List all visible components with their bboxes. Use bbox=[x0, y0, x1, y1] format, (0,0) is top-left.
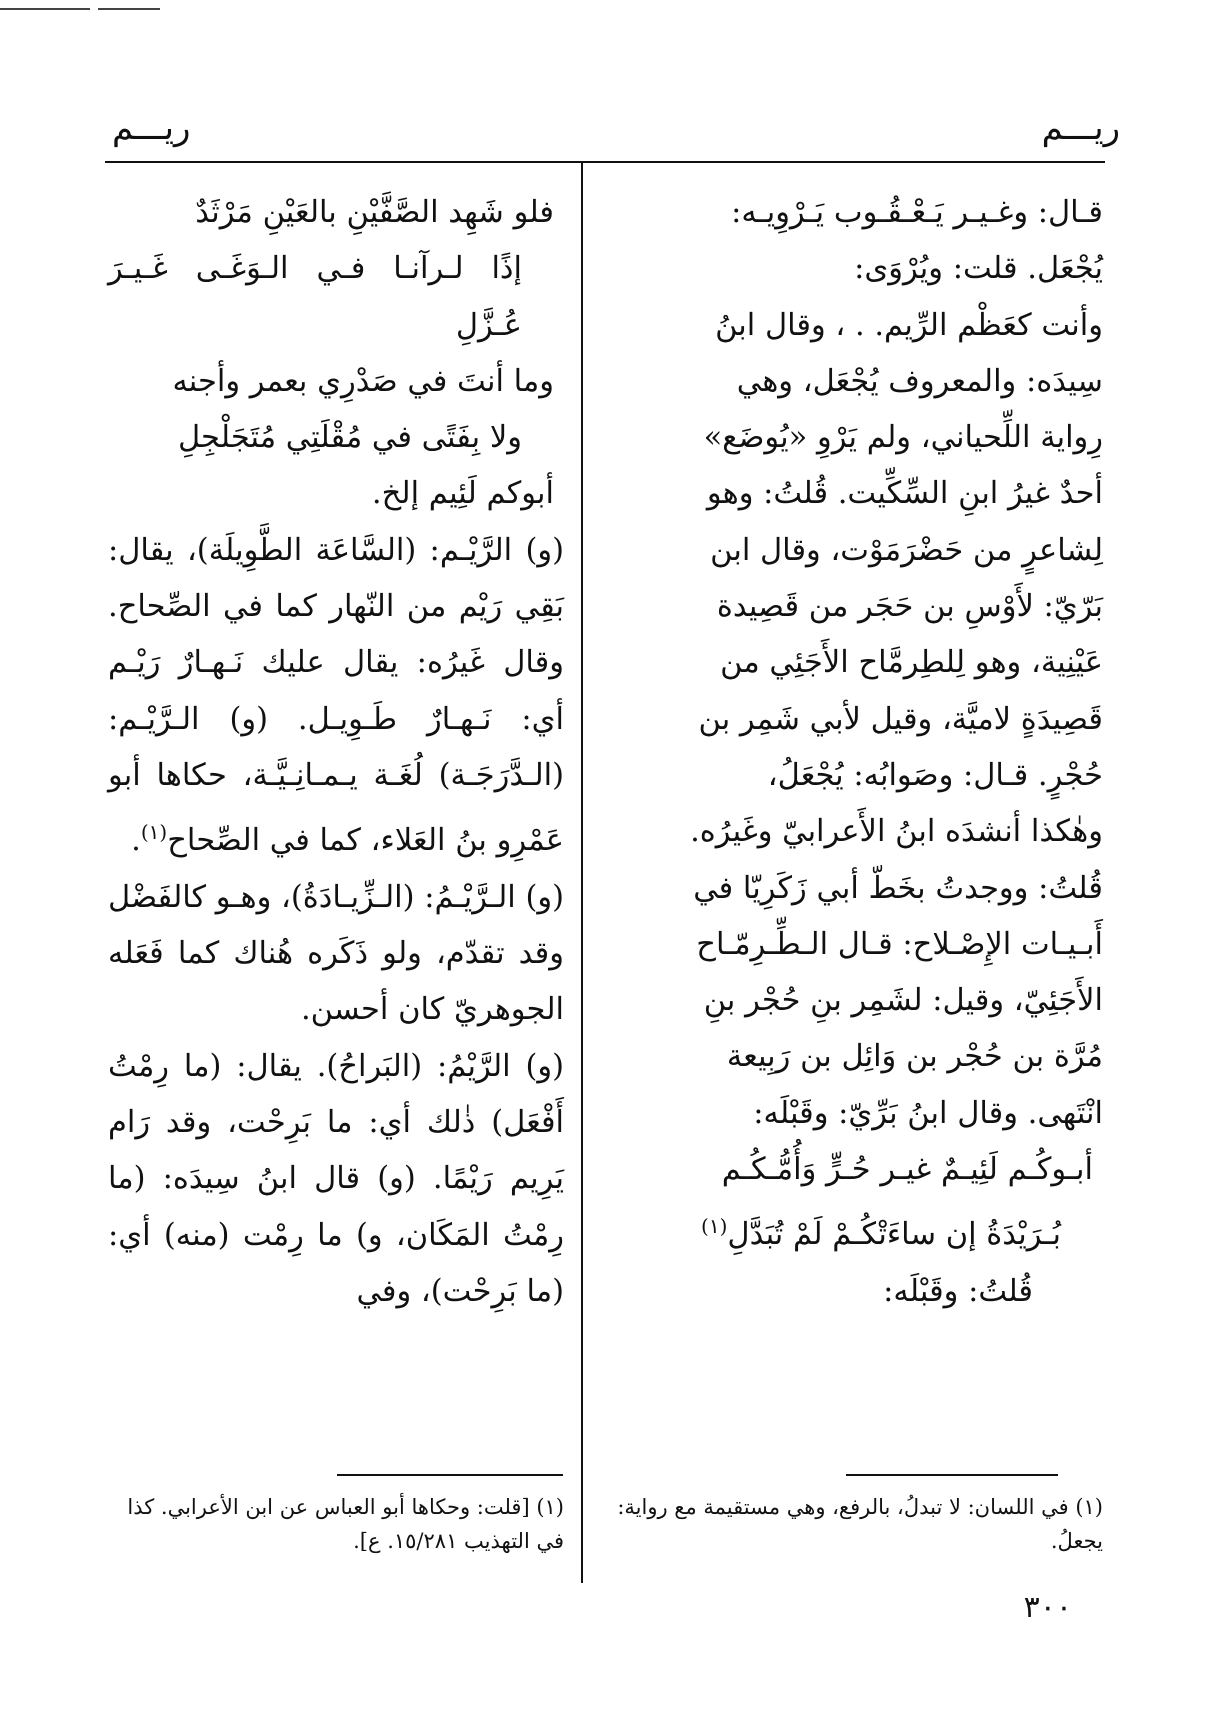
verse-text: بُـرَيْدَةُ إن ساءَتْكُـمْ لَمْ تُبَدَّلِ bbox=[727, 1217, 1061, 1253]
verse-line: وما أنتَ في صَدْرِي بعمر وأجنه bbox=[172, 363, 554, 399]
text-line: قَصِيدَةٍ لاميَّة، وقيل لأبي شَمِر بن bbox=[698, 701, 1103, 737]
footnote-rule bbox=[846, 1474, 1058, 1476]
text-line: أحدٌ غيرُ ابنِ السِّكِّيت. قُلتُ: وهو bbox=[706, 476, 1103, 512]
text-line: بَرّيّ: لأَوْسِ بن حَجَر من قَصِيدة bbox=[716, 589, 1103, 625]
text-line: يُجْعَل. قلت: ويُرْوَى: bbox=[854, 251, 1103, 287]
text-line: قـال: وغـيـر يَـعْـقُـوب يَـرْوِيـه: bbox=[731, 195, 1103, 230]
text-line: سِيدَه: والمعروف يُجْعَل، وهي bbox=[736, 363, 1103, 399]
verse-line bbox=[598, 1198, 1103, 1263]
paragraph bbox=[108, 523, 564, 870]
paragraph: (و) الـرَّيْـمُ: (الـزِّيـادَةُ)، وهـو كالفَضْل وقد تقدّم، ولو ذَكَره هُناك كما فَعَله الجوهريّ كان أحسن. bbox=[108, 879, 564, 1028]
right-column bbox=[598, 185, 1103, 1320]
verse-line: إذًا لـرآنـا فـي الـوَغَـى غَـيـرَ عُـزَّلِ bbox=[108, 251, 522, 343]
paragraph-end: . bbox=[131, 823, 141, 859]
header-rule bbox=[105, 161, 1105, 163]
running-header-left: ريـــم bbox=[112, 108, 191, 148]
verse-line: أبـوكُـم لَئِيـمٌ غيـر حُـرٍّ وَأُمُّـكُـم bbox=[721, 1152, 1093, 1188]
text-line: مُرَّة بن حُجْر بن وَائِل بن رَبِيعة bbox=[726, 1039, 1103, 1075]
verse-line: أبوكم لَئِيم إلخ. bbox=[371, 476, 554, 512]
scan-mark bbox=[0, 8, 90, 10]
left-column bbox=[108, 185, 564, 1320]
text-line: عَيْنِية، وهو لِلطِرمَّاح الأَجَئِي من bbox=[720, 645, 1103, 681]
column-divider bbox=[581, 163, 583, 1583]
running-header-right: ريـــم bbox=[1041, 108, 1120, 148]
paragraph: (و) الرَّيْمُ: (البَراحُ). يقال: (ما رِمْتُ أَفْعَل) ذٰلك أي: ما بَرِحْت، وقد رَام يَرِيم رَيْمًا. (و) قال ابنُ سِيدَه: (ما رِمْتُ المَكَان، و) ما رِمْت (منه) أي: (ما بَرِحْت)، وفي bbox=[108, 1048, 564, 1309]
footnote-right: (١) في اللسان: لا تبدلُ، بالرفع، وهي مستقيمة مع رواية: يجعلُ. bbox=[617, 1495, 1103, 1553]
text-line: قُلتُ: ووجدتُ بخَطّ أبي زَكَرِيّا في bbox=[693, 870, 1103, 906]
verse-line: ولا بِفَتًى في مُقْلَتِي مُتَجَلْجِلِ bbox=[177, 420, 522, 456]
page-number: ٣٠٠ bbox=[1023, 1590, 1072, 1625]
text-line: أَبـيـات الإِصْـلاح: قـال الـطِّـرِمّـاح bbox=[696, 926, 1103, 962]
footnote-marker: (١) bbox=[140, 820, 168, 845]
text-line: الأَجَئِيّ، وقيل: لشَمِر بنِ حُجْر بنِ bbox=[703, 983, 1103, 1019]
footnote-rule bbox=[337, 1474, 563, 1476]
footnote-left: (١) [قلت: وحكاها أبو العباس عن ابن الأعرابي. كذا في التهذيب ١٥/٢٨١. ع]. bbox=[127, 1495, 564, 1553]
verse-line: فلو شَهِد الصَّفَّيْنِ بالعَيْنِ مَرْثَدٌ bbox=[195, 195, 554, 230]
paragraph-text: (و) الرَّيْـم: (السَّاعَة الطَّوِيلَة)، يقال: بَقِي رَيْم من النّهار كما في الصِّحاح. وقال غَيرُه: يقال عليك نَـهـارٌ رَيْـم أي: نَـهـارٌ طَـوِيـل. (و) الـرَّيْـم: (الـدَّرَجَـة) لُغَـة يـمـانِـيَّـة، حكاها أبو عَمْرِو بنُ العَلاء، كما في الصِّحاح bbox=[108, 532, 564, 859]
scan-mark bbox=[98, 8, 160, 10]
footnote-marker: (١) bbox=[701, 1214, 728, 1239]
text-line: وأنت كعَظْم الرِّيم. . ، وقال ابنُ bbox=[715, 307, 1103, 343]
text-line: لِشاعرٍ من حَضْرَمَوْت، وقال ابن bbox=[710, 532, 1103, 568]
text-line: قُلتُ: وقَبْلَه: bbox=[883, 1273, 1033, 1309]
text-line: حُجْرٍ. قـال: وصَوابُه: يُجْعَلُ، bbox=[767, 757, 1103, 793]
text-line: انْتَهى. وقال ابنُ بَرِّيّ: وقَبْلَه: bbox=[753, 1095, 1103, 1131]
text-line: رِواية اللِّحياني، ولم يَرْوِ «يُوضَع» bbox=[703, 420, 1103, 456]
text-line: وهٰكذا أنشدَه ابنُ الأَعرابيّ وغَيرُه. bbox=[690, 814, 1103, 850]
